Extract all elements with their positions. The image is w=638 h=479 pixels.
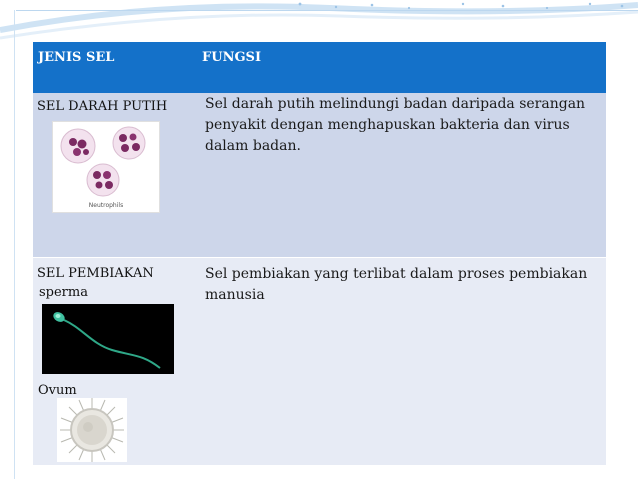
ovum-image xyxy=(57,398,127,462)
cell-type xyxy=(33,258,197,465)
cell-function xyxy=(197,93,606,257)
frame-line-left xyxy=(14,10,15,479)
cell-function-table xyxy=(33,42,606,465)
header-jenis-sel: JENIS SEL xyxy=(38,50,115,65)
ovum-label: Ovum xyxy=(38,383,77,398)
neutrophils-image xyxy=(52,121,160,213)
neutrophils-caption: Neutrophils xyxy=(88,202,124,209)
cell-type-label: SEL DARAH PUTIH xyxy=(37,99,168,114)
sperm-image xyxy=(42,304,174,374)
cell-type-label: SEL PEMBIAKAN xyxy=(37,266,154,281)
table-row xyxy=(33,93,606,258)
neutrophils-drawing xyxy=(53,122,159,212)
table-header-row xyxy=(33,42,606,93)
cell-function-text: Sel pembiakan yang terlibat dalam proses pembiakan manusia xyxy=(205,266,588,303)
table-row xyxy=(33,258,606,465)
sperma-label: sperma xyxy=(39,285,88,300)
cell-function-text: Sel darah putih melindungi badan daripada serangan penyakit dengan menghapuskan bakteria dan virus dalam badan. xyxy=(205,96,586,154)
ovum-drawing xyxy=(57,398,127,462)
sperm-drawing xyxy=(42,304,174,374)
header-fungsi: FUNGSI xyxy=(202,50,262,65)
cell-function xyxy=(197,258,606,465)
cell-type xyxy=(33,93,197,257)
frame-line-top xyxy=(16,10,638,11)
